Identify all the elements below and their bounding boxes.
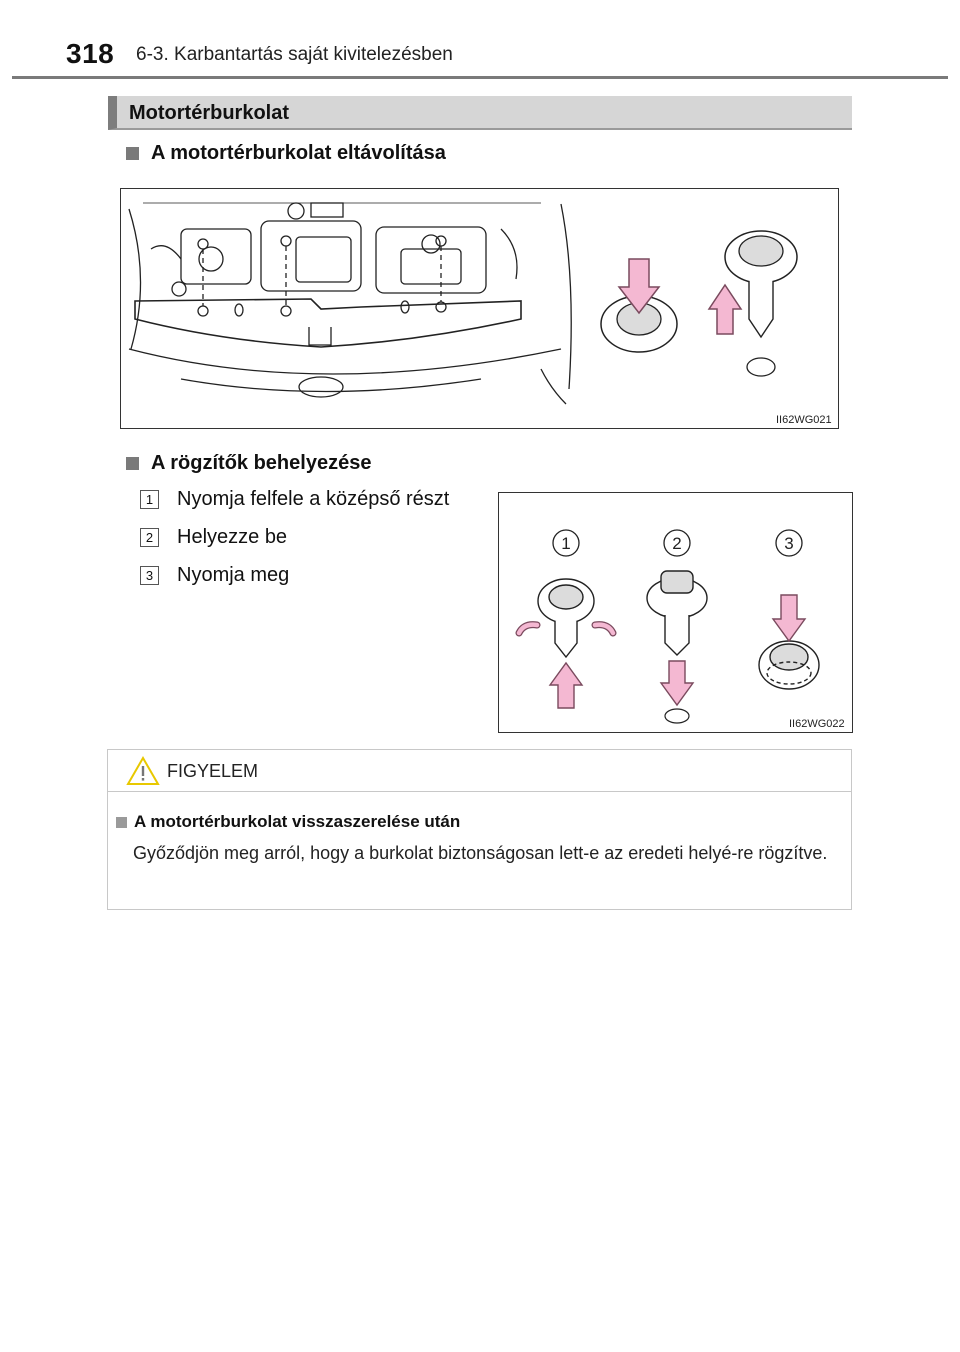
figure-code-installation: II62WG022 xyxy=(789,718,845,730)
step-number: 2 xyxy=(140,528,159,547)
step-3-label: 3 xyxy=(784,534,794,553)
clip-installation-illustration xyxy=(499,493,853,733)
caution-subtitle-row xyxy=(116,812,460,832)
step-1 xyxy=(140,488,449,511)
engine-cover-illustration xyxy=(121,189,839,429)
caution-box xyxy=(107,749,852,910)
removal-title: A motortérburkolat eltávolítása xyxy=(151,142,446,164)
clip-installation-figure xyxy=(498,492,853,733)
figure-code-removal: II62WG021 xyxy=(776,414,832,426)
removal-subheading xyxy=(126,142,446,165)
clip-removed-illustration xyxy=(709,231,797,376)
warning-triangle-icon xyxy=(126,756,160,786)
step-3 xyxy=(140,564,289,587)
chapter-title: 6-3. Karbantartás saját kivitelezésben xyxy=(136,44,453,65)
step-number: 3 xyxy=(140,566,159,585)
clip-pressed-illustration xyxy=(601,259,677,352)
step-text: Nyomja felfele a középső részt xyxy=(177,488,450,510)
step-1-label: 1 xyxy=(561,534,571,553)
square-bullet-icon xyxy=(126,147,139,160)
step-2-label: 2 xyxy=(672,534,682,553)
caution-text: Győződjön meg arról, hogy a burkolat biztonságosan lett-e az eredeti helyé-re rögzítve. xyxy=(133,843,828,863)
page-number: 318 xyxy=(66,38,115,69)
installation-subheading xyxy=(126,452,371,475)
square-bullet-icon xyxy=(126,457,139,470)
caution-label: FIGYELEM xyxy=(167,761,259,781)
step-2 xyxy=(140,526,287,549)
engine-cover-figure xyxy=(120,188,839,429)
header-rule xyxy=(12,76,948,79)
caution-subtitle: A motortérburkolat visszaszerelése után xyxy=(134,812,461,831)
section-heading xyxy=(108,96,852,130)
step-text: Helyezze be xyxy=(177,526,288,548)
square-bullet-icon xyxy=(116,817,127,828)
installation-title: A rögzítők behelyezése xyxy=(151,452,372,474)
step-text: Nyomja meg xyxy=(177,564,290,586)
step-number: 1 xyxy=(140,490,159,509)
caution-header xyxy=(108,750,851,792)
section-title: Motortérburkolat xyxy=(129,102,289,124)
